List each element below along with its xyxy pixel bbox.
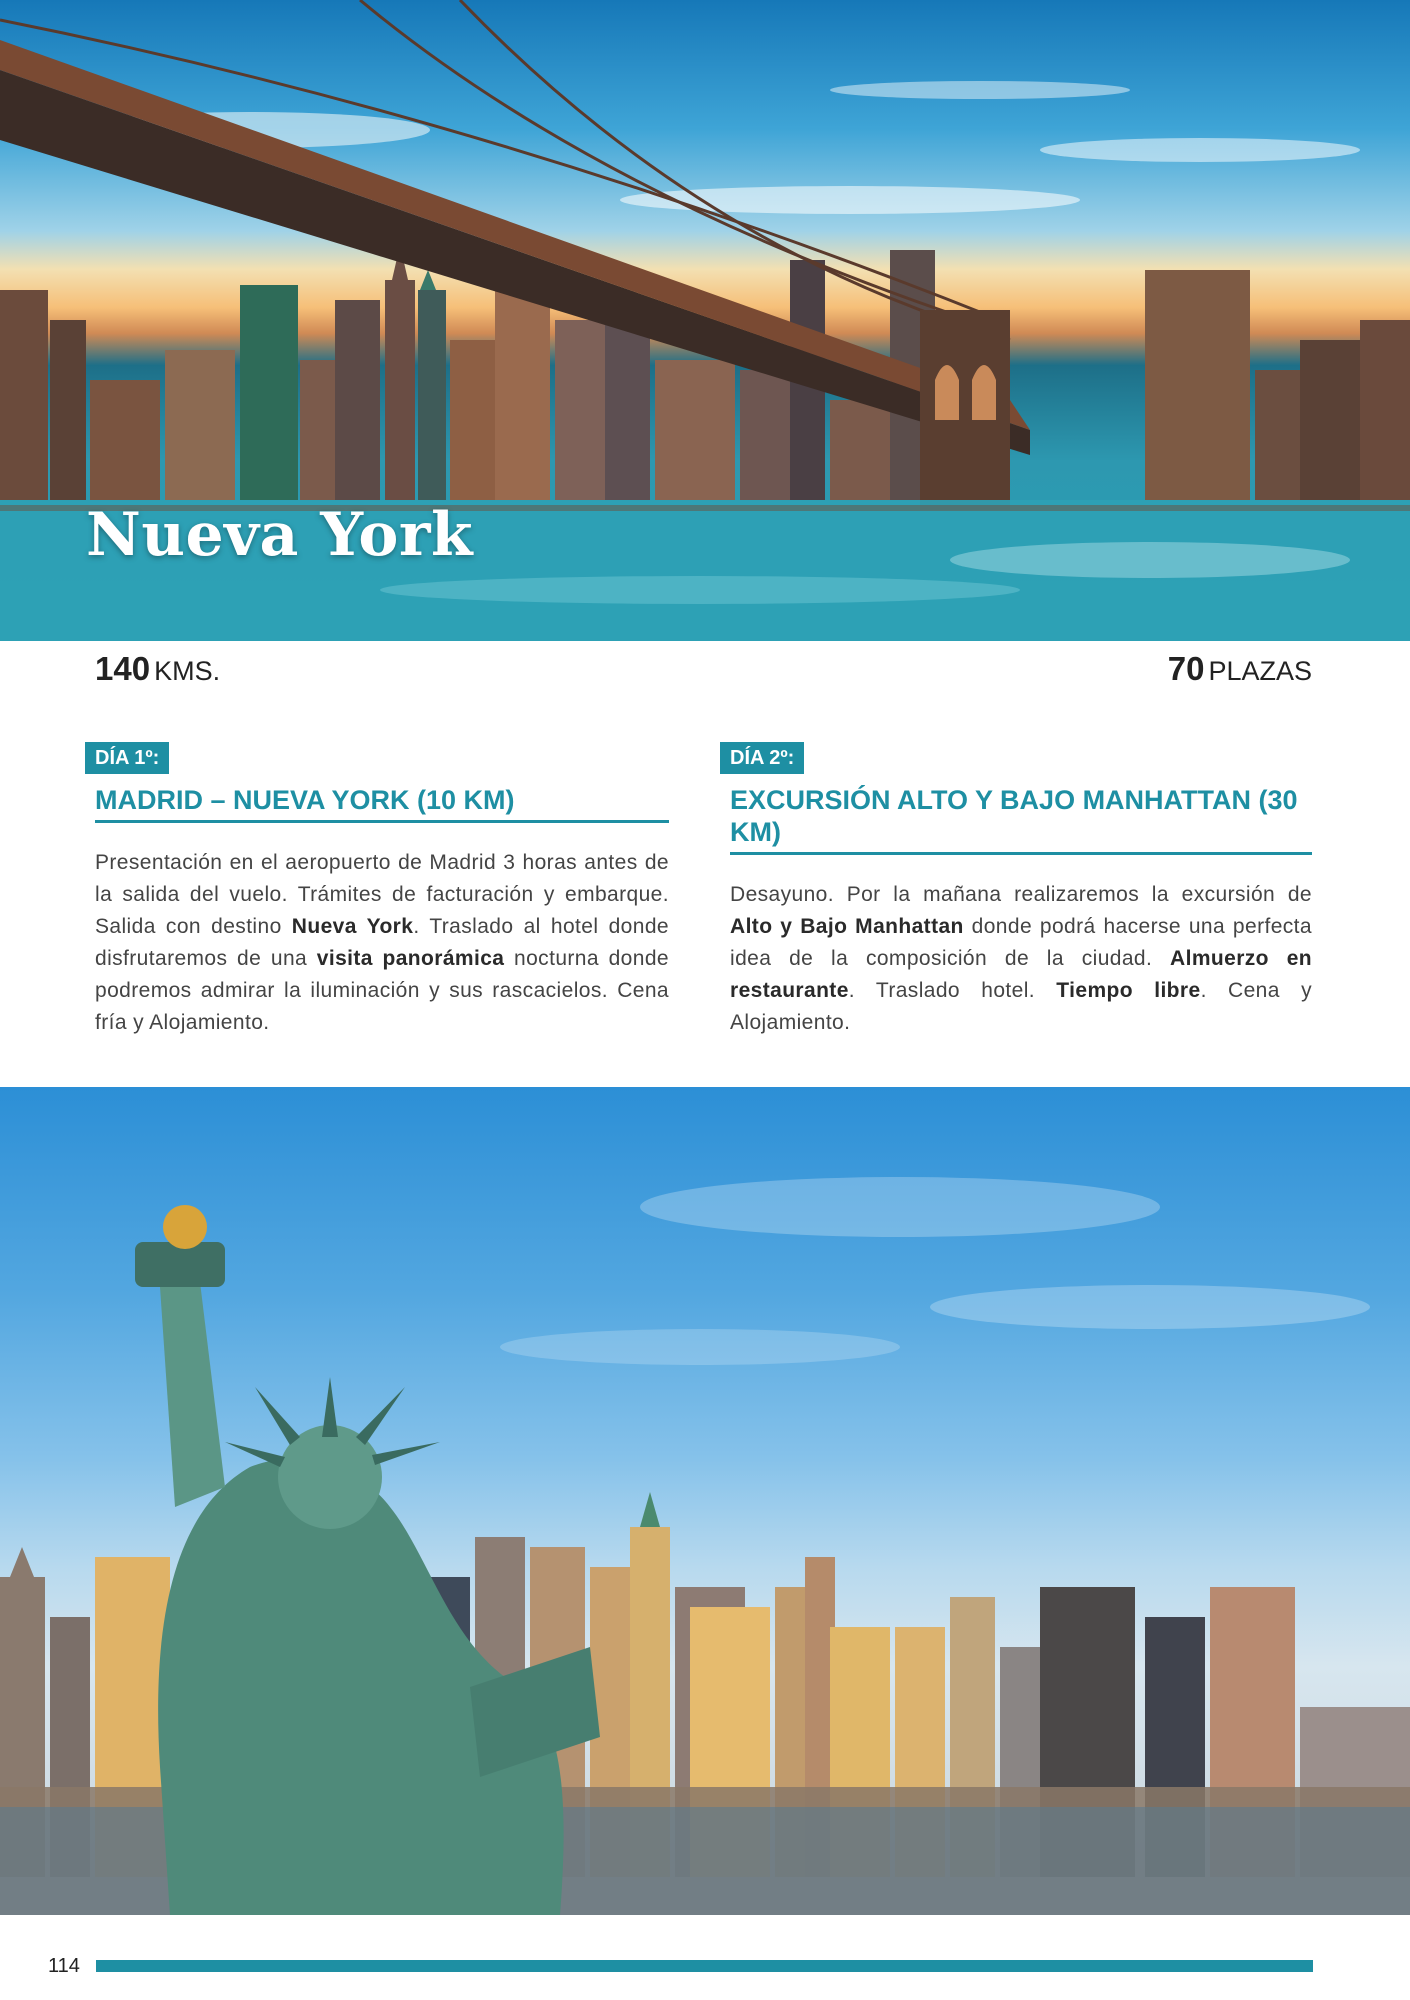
day-2-section xyxy=(720,742,1312,1039)
text-run: . Traslado hotel. xyxy=(848,979,1057,1002)
day-1-section xyxy=(85,742,669,1039)
bold-text-run: Nueva York xyxy=(291,915,414,938)
statue-of-liberty-photo xyxy=(0,1087,1410,1915)
text-run: . Traslado al hotel donde disfrutaremos de una xyxy=(95,915,669,970)
seats-stat xyxy=(1168,650,1312,688)
statue-of-liberty-image xyxy=(0,1087,1410,1915)
day-badge: DÍA 2º: xyxy=(720,742,804,774)
day-heading: EXCURSIÓN ALTO Y BAJO MANHATTAN (30 KM) xyxy=(730,784,1312,855)
distance-value: 140 xyxy=(95,650,151,687)
bold-text-run: Alto y Bajo Manhattan xyxy=(730,915,964,938)
text-run: donde podrá hacerse una perfecta idea de la composición de la ciudad. xyxy=(730,915,1312,970)
day-badge: DÍA 1º: xyxy=(85,742,169,774)
footer-accent-bar xyxy=(96,1960,1313,1972)
page-number: 114 xyxy=(48,1955,80,1977)
text-run: . Cena y Alojamiento. xyxy=(730,979,1312,1034)
day-heading: MADRID – NUEVA YORK (10 KM) xyxy=(95,784,669,823)
bold-text-run: Tiempo libre xyxy=(1056,979,1201,1002)
day-description xyxy=(95,847,669,1039)
hero-photo xyxy=(0,0,1410,641)
text-run: Presentación en el aeropuerto de Madrid 3 horas antes de la salida del vuelo. Trámites de facturación y embarque. Salida con destino xyxy=(95,851,669,938)
bold-text-run: Almuerzo en restaurante xyxy=(730,947,1313,1002)
text-run: Desayuno. Por la mañana realizaremos la excursión de xyxy=(730,883,1312,906)
seats-unit: PLAZAS xyxy=(1208,656,1312,686)
bold-text-run: visita panorámica xyxy=(316,947,505,970)
distance-stat xyxy=(95,650,220,688)
seats-value: 70 xyxy=(1167,650,1205,687)
text-run: nocturna donde podremos admirar la iluminación y sus rascacielos. Cena fría y Alojamiento. xyxy=(95,947,669,1034)
page-title: Nueva York xyxy=(86,500,474,570)
day-description xyxy=(730,879,1312,1039)
distance-unit: KMS. xyxy=(154,656,221,686)
